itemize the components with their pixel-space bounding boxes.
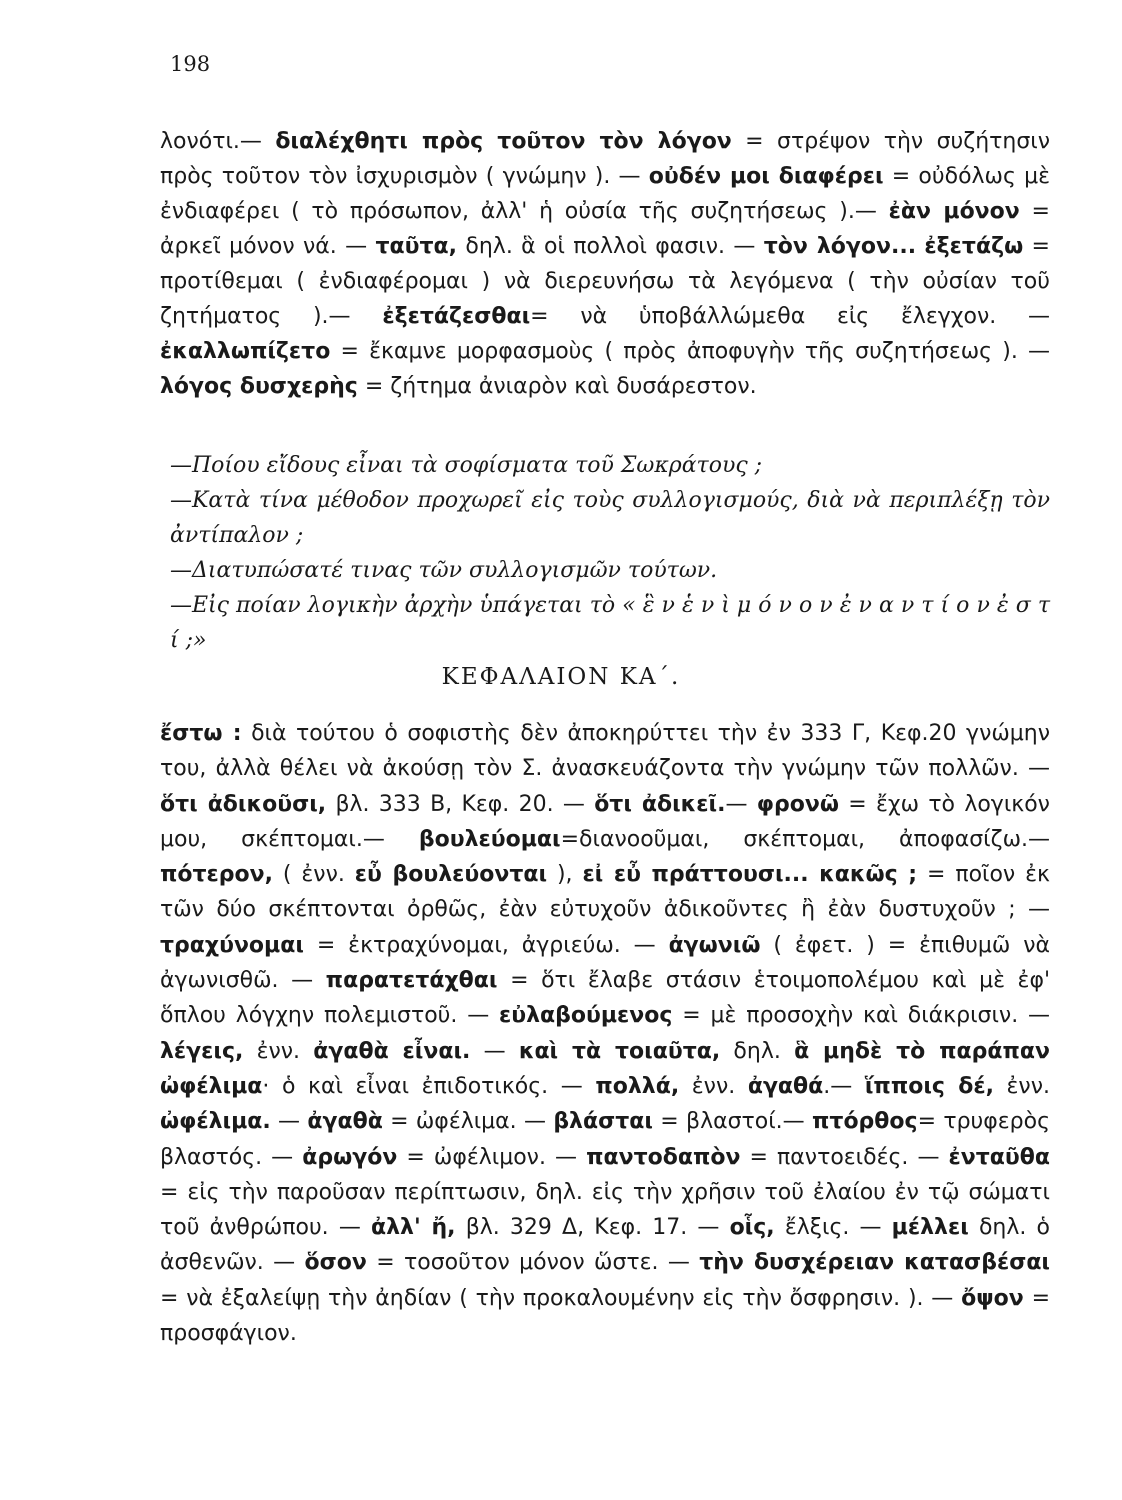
lemma-term: οὐδέν μοι διαφέρει: [648, 164, 884, 189]
lemma-term: πότερον,: [160, 862, 274, 888]
gloss-text: · ὁ καὶ εἶναι ἐπιδοτικός. —: [262, 1073, 596, 1099]
lemma-term: πολλά,: [595, 1073, 680, 1099]
lemma-term: βουλεύομαι: [418, 826, 561, 852]
lemma-term: ὅτι ἀδικοῦσι,: [160, 791, 327, 817]
gloss-text: = ἔχω τὸ λογικόν μου, σκέπτομαι.—: [160, 791, 1050, 852]
gloss-text: ἐνν.: [243, 1038, 314, 1064]
page-number: 198: [170, 52, 211, 76]
gloss-text: δηλ. ἃ οἱ πολλοὶ φασιν. —: [457, 234, 764, 259]
gloss-text: = παντοειδές. —: [740, 1144, 949, 1170]
gloss-text: = ἀρκεῖ μόνον νά. —: [160, 199, 1050, 259]
gloss-text: βλ. 329 Δ, Κεφ. 17. —: [455, 1215, 730, 1241]
lemma-term: ἔστω :: [160, 721, 242, 746]
paragraph-1: [160, 124, 1050, 404]
question-4: —Εἰς ποίαν λογικὴν ἀρχὴν ὑπάγεται τὸ « ἓ ν ἑ ν ὶ μ ό ν ο ν ἐ ν α ν τ ί ο ν ἐ σ τ ί ;»: [170, 593, 1050, 653]
gloss-text: = τρυφερὸς βλαστός. —: [160, 1109, 1051, 1170]
lemma-term: οἷς,: [729, 1215, 775, 1241]
question-2: —Κατὰ τίνα μέθοδον προχωρεῖ εἰς τοὺς συλλογισμούς, διὰ νὰ περιπλέξῃ τὸν ἀντίπαλον ;: [170, 488, 1050, 548]
lemma-term: ἀγαθὰ: [307, 1109, 383, 1135]
paragraph-2: [160, 716, 1050, 1351]
lemma-term: τραχύνομαι: [160, 932, 304, 958]
gloss-text: = ζήτημα ἀνιαρὸν καὶ δυσάρεστον.: [357, 374, 757, 399]
gloss-text: = ἔκαμνε μορφασμοὺς ( πρὸς ἀποφυγὴν τῆς συζητήσεως ). —: [330, 339, 1050, 364]
gloss-text: —: [725, 791, 757, 817]
gloss-text: .—: [823, 1073, 865, 1099]
lemma-term: ἵπποις δέ,: [864, 1073, 994, 1099]
gloss-text: = νὰ ὑποβάλλώμεθα εἰς ἔλεγχον. —: [530, 304, 1051, 329]
lemma-term: βλάσται: [553, 1109, 653, 1135]
gloss-text: ἔλξις. —: [774, 1215, 892, 1241]
lemma-term: ἀρωγόν: [302, 1144, 398, 1170]
lemma-term: ἀγαθά: [747, 1073, 824, 1099]
gloss-text: ( ἐφετ. ) = ἐπιθυμῶ νὰ ἀγωνισθῶ. —: [160, 932, 1051, 994]
lemma-term: ἀλλ' ἤ,: [370, 1215, 456, 1241]
lemma-term: εἰ εὖ πράττουσι... κακῶς ;: [582, 862, 918, 888]
gloss-text: = μὲ προσοχὴν καὶ διάκρισιν. —: [672, 1003, 1050, 1029]
gloss-text: = ἐκτραχύνομαι, ἀγριεύω. —: [303, 932, 669, 958]
lemma-term: ἐξετάζεσθαι: [382, 304, 531, 329]
lemma-term: ἐὰν μόνον: [888, 199, 1020, 224]
gloss-text: ),: [547, 862, 583, 888]
lemma-term: λόγος δυσχερὴς: [160, 374, 358, 399]
lemma-term: φρονῶ: [756, 791, 839, 817]
gloss-text: = ποῖον ἐκ τῶν δύο σκέπτονται ὀρθῶς, ἐὰν εὐτυχοῦν ἀδικοῦντες ἢ ἐὰν δυστυχοῦν ; —: [160, 862, 1050, 923]
gloss-text: =διανοοῦμαι, σκέπτομαι, ἀποφασίζω.—: [560, 826, 1050, 852]
gloss-text: ἐνν.: [679, 1073, 748, 1099]
lemma-term: ὄψον: [961, 1285, 1024, 1311]
lemma-term: παρατετάχθαι: [325, 968, 498, 994]
gloss-text: λονότι.—: [160, 129, 276, 154]
lemma-term: μέλλει: [891, 1215, 969, 1241]
gloss-text: δηλ.: [720, 1038, 795, 1064]
lemma-term: ταῦτα,: [375, 234, 458, 259]
lemma-term: τὸν λόγον...: [763, 234, 917, 259]
gloss-text: = προτίθεμαι ( ἐνδιαφέρομαι ) νὰ διερευνήσω τὰ λεγόμενα ( τὴν οὐσίαν τοῦ ζητήματος ).—: [160, 234, 1050, 329]
lemma-term: λέγεις,: [160, 1038, 244, 1064]
review-questions: [170, 448, 1050, 658]
chapter-heading: ΚΕΦΑΛΑΙΟΝ ΚΑ΄.: [441, 664, 681, 690]
gloss-text: = στρέψον τὴν συζήτησιν πρὸς τοῦτον τὸν ἰσχυρισμὸν ( γνώμην ). —: [160, 129, 1051, 189]
gloss-text: = εἰς τὴν παροῦσαν περίπτωσιν, δηλ. εἰς τὴν χρῆσιν τοῦ ἐλαίου ἐν τῷ σώματι τοῦ ἀνθρώπου. —: [160, 1179, 1050, 1241]
lemma-term: ὠφέλιμα.: [160, 1109, 271, 1135]
lemma-term: πτόρθος: [812, 1109, 918, 1135]
gloss-text: ἐνν.: [993, 1073, 1050, 1099]
lemma-term: παντοδαπὸν: [586, 1144, 741, 1170]
gloss-text: δηλ. ὁ ἀσθενῶν. —: [160, 1215, 1050, 1276]
gloss-text: = ὠφέλιμον. —: [397, 1144, 587, 1170]
question-1: —Ποίου εἴδους εἶναι τὰ σοφίσματα τοῦ Σωκράτους ;: [170, 453, 763, 478]
gloss-text: = βλαστοί.—: [652, 1109, 812, 1135]
gloss-text: διὰ τούτου ὁ σοφιστὴς δὲν ἀποκηρύττει τὴν ἐν 333 Γ, Κεφ.20 γνώμην του, ἀλλὰ θέλει νὰ ἀκούσῃ τὸν Σ. ἀνασκευάζοντα τὴν γνώμην τῶν πολλῶν. —: [160, 721, 1051, 782]
lemma-term: εὐλαβούμενος: [499, 1003, 673, 1029]
gloss-text: —: [470, 1038, 519, 1064]
gloss-text: = ὠφέλιμα. —: [382, 1109, 554, 1135]
lemma-term: διαλέχθητι πρὸς τοῦτον τὸν λόγον: [275, 129, 732, 154]
lemma-term: ἃ μηδὲ τὸ παράπαν ὠφέλιμα: [160, 1038, 1051, 1099]
lemma-term: καὶ τὰ τοιαῦτα,: [518, 1038, 721, 1064]
gloss-text: —: [270, 1109, 308, 1135]
lemma-term: ἀγαθὰ εἶναι.: [313, 1038, 471, 1064]
question-3: —Διατυπώσατέ τινας τῶν συλλογισμῶν τούτων.: [170, 558, 718, 583]
gloss-text: = τοσοῦτον μόνον ὥστε. —: [366, 1250, 700, 1276]
lemma-term: ἐκαλλωπίζετο: [160, 339, 331, 364]
lemma-term: ἀγωνιῶ: [668, 932, 761, 958]
lemma-term: ἐνταῦθα: [948, 1144, 1051, 1170]
gloss-text: = προσφάγιον.: [160, 1285, 1050, 1347]
gloss-text: = οὐδόλως μὲ ἐνδιαφέρει ( τὸ πρόσωπον, ἀλλ' ἡ οὐσία τῆς συζητήσεως ).—: [160, 164, 1050, 224]
lemma-term: ἐξετάζω: [924, 234, 1024, 259]
lemma-term: ὅτι ἀδικεῖ.: [594, 791, 726, 817]
lemma-term: εὖ βουλεύονται: [354, 862, 548, 888]
gloss-text: = ὅτι ἔλαβε στάσιν ἑτοιμοπολέμου καὶ μὲ ἐφ' ὅπλου λόγχην πολεμιστοῦ. —: [160, 968, 1051, 1029]
gloss-text: βλ. 333 Β, Κεφ. 20. —: [326, 791, 595, 817]
lemma-term: τὴν δυσχέρειαν κατασβέσαι: [699, 1250, 1051, 1276]
lemma-term: ὅσον: [304, 1250, 367, 1276]
gloss-text: = νὰ ἐξαλείψῃ τὴν ἀηδίαν ( τὴν προκαλουμένην εἰς τὴν ὄσφρησιν. ). —: [160, 1285, 962, 1311]
gloss-text: ( ἐνν.: [273, 862, 355, 888]
